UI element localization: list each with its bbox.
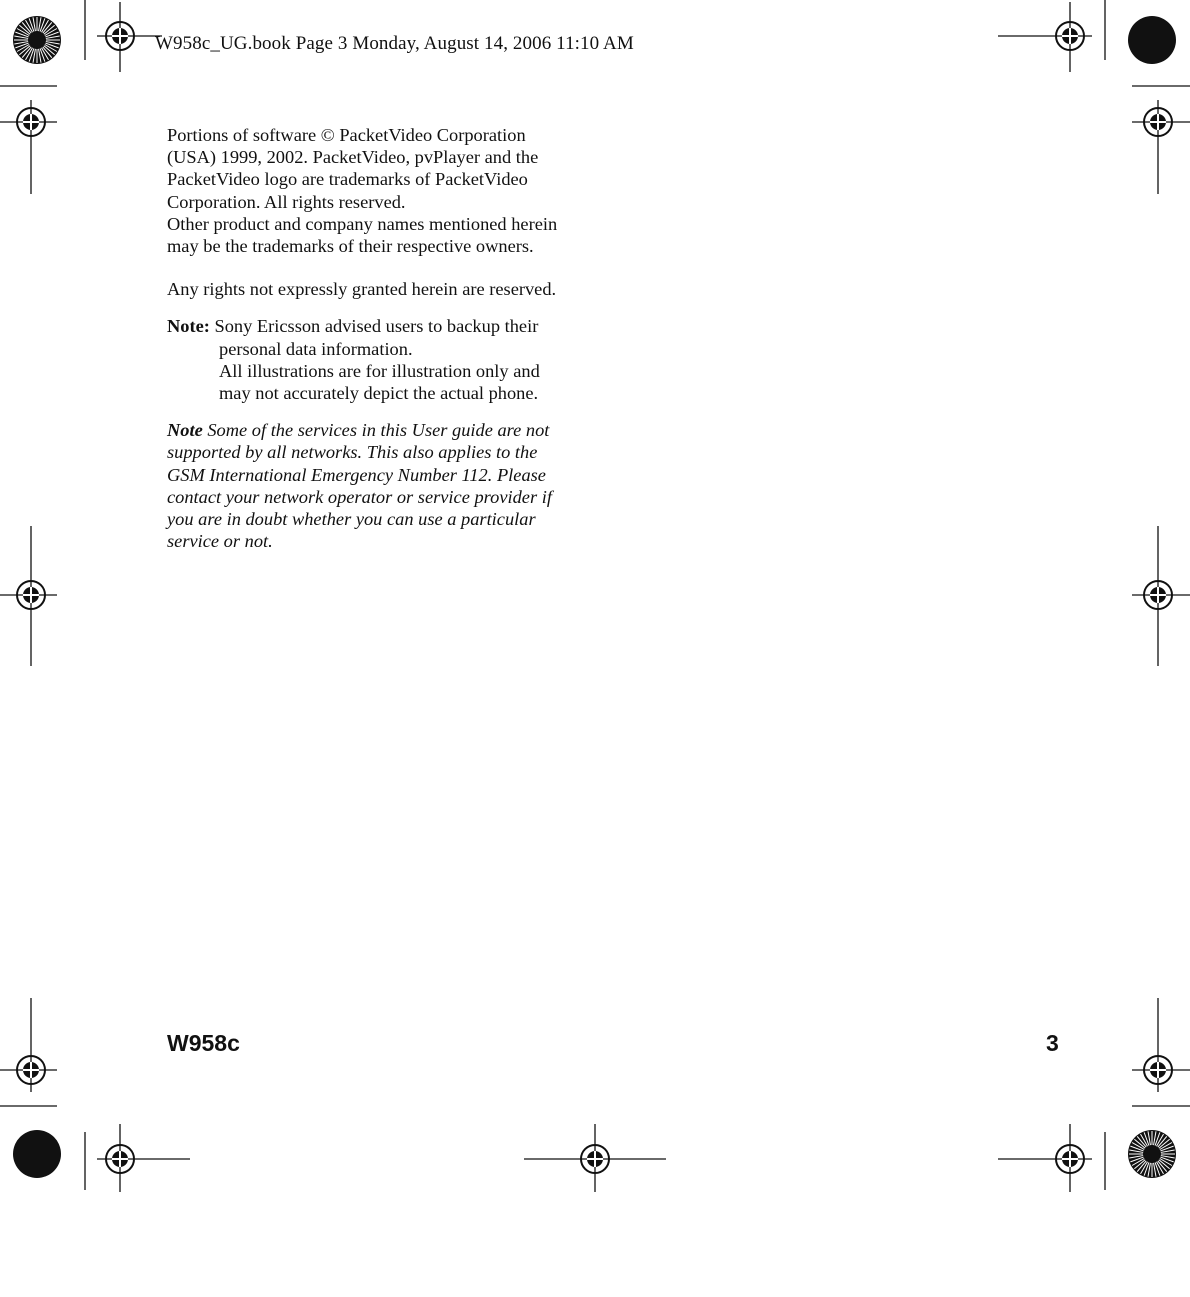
copyright-line: Corporation. All rights reserved.	[167, 191, 406, 212]
note-line: Some of the services in this User guide are not	[207, 420, 550, 441]
copyright-line: Other product and company names mentioned herein	[167, 213, 558, 234]
page-number: 3	[1046, 1030, 1059, 1056]
registration-crosshair-icon	[998, 2, 1092, 72]
note-line: you are in doubt whether you can use a particular	[167, 509, 536, 530]
note-line: service or not.	[167, 531, 273, 552]
registration-crosshair-icon	[97, 1124, 190, 1192]
note-backup-first-line	[167, 315, 617, 337]
note-line: Sony Ericsson advised users to backup their	[214, 316, 539, 337]
footer-model: W958c	[167, 1030, 240, 1056]
starburst-icon	[1128, 1130, 1176, 1178]
registration-crosshair-icon	[1132, 526, 1190, 666]
legal-text-column	[167, 124, 617, 573]
starburst-icon	[13, 16, 61, 64]
copyright-line: Portions of software © PacketVideo Corporation	[167, 125, 526, 145]
copyright-line: (USA) 1999, 2002. PacketVideo, pvPlayer and the	[167, 147, 539, 168]
registration-crosshair-icon	[524, 1124, 666, 1192]
registration-crosshair-icon	[1132, 998, 1190, 1106]
note-line: personal data information.	[219, 338, 413, 359]
registration-crosshair-icon	[1132, 86, 1190, 194]
note-line: contact your network operator or service provider if	[167, 486, 552, 507]
black-dot-icon	[1128, 16, 1176, 64]
note-services-first-line	[167, 419, 617, 441]
rights-reserved-text: Any rights not expressly granted herein are reserved.	[167, 279, 557, 300]
note-services-paragraph	[167, 419, 617, 552]
rights-reserved-paragraph	[167, 278, 617, 300]
black-dot-icon	[13, 1130, 61, 1178]
note-line: GSM International Emergency Number 112. Please	[167, 464, 546, 485]
note-line: supported by all networks. This also applies to the	[167, 442, 538, 463]
book-slug: W958c_UG.book Page 3 Monday, August 14, 2006 11:10 AM	[155, 33, 634, 54]
registration-crosshair-icon	[0, 998, 57, 1106]
registration-crosshair-icon	[0, 526, 57, 666]
copyright-line: may be the trademarks of their respective owners.	[167, 236, 534, 257]
copyright-line: PacketVideo logo are trademarks of PacketVideo	[167, 169, 528, 190]
note-label: Note	[167, 420, 203, 441]
note-line: may not accurately depict the actual phone.	[219, 383, 539, 404]
registration-crosshair-icon	[0, 86, 57, 194]
registration-crosshair-icon	[998, 1124, 1092, 1192]
note-line: All illustrations are for illustration only and	[219, 360, 540, 381]
note-backup-paragraph	[167, 315, 617, 404]
registration-crosshair-icon	[97, 2, 162, 72]
copyright-paragraph	[167, 124, 617, 257]
note-label: Note:	[167, 316, 210, 337]
